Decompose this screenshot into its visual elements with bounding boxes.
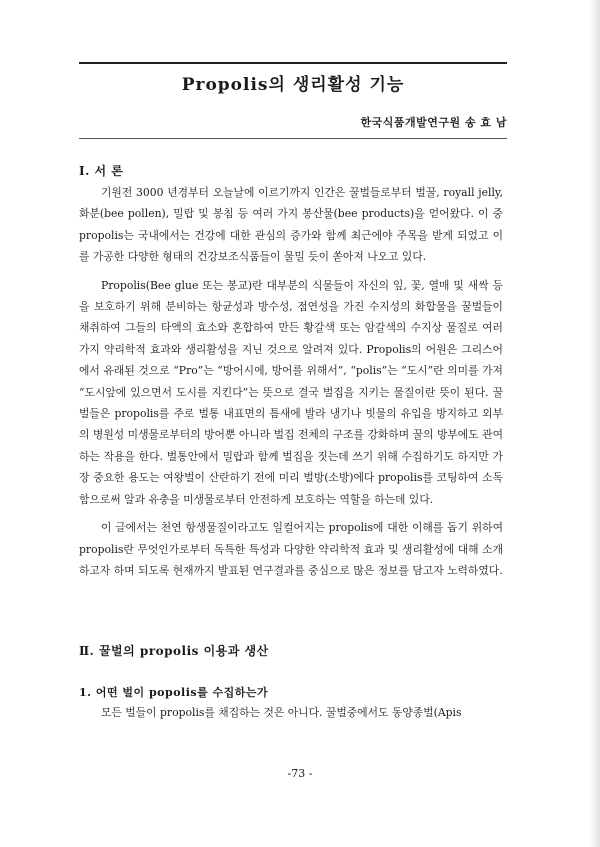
page-number: -73 - <box>287 767 313 780</box>
subsection-heading: 1. 어떤 벌이 popolis를 수집하는가 <box>79 686 269 699</box>
section-heading-introduction: Ⅰ. 서 론 <box>79 164 124 178</box>
paragraph: 이 글에서는 천연 항생물질이라고도 일컬어지는 propolis에 대한 이해를 돕기 위하여 propolis란 무엇인가로부터 독특한 특성과 다양한 약리학적 효과 및 생리활성에 대해 소개하고자 하며 되도록 현재까지 발표된 연구결과를 중심으로 많은 정보를 담고자 노력하였다. <box>79 521 503 577</box>
header-divider <box>79 138 507 139</box>
section-heading-propolis-use: Ⅱ. 꿀벌의 propolis 이용과 생산 <box>79 644 269 658</box>
scan-edge-shadow <box>590 0 600 847</box>
introduction-body <box>79 182 503 581</box>
paragraph: 기원전 3000 년경부터 오늘날에 이르기까지 인간은 꿀벌들로부터 벌꿀, royall jelly, 화분(bee pollen), 밀랍 및 봉침 등 여러 가지 봉산물(bee products)을 얻어왔다. 이 중 propolis는 국내에서는 건강에 대한 관심의 증가와 함께 최근에야 주목을 받게 되었고 이를 가공한 다양한 형태의 건강보조식품들이 물밀 듯이 쏟아져 나오고 있다. <box>79 186 503 264</box>
author-affiliation: 한국식품개발연구원 송 효 남 <box>360 116 507 129</box>
paragraph: 모든 벌들이 propolis를 채집하는 것은 아니다. 꿀벌중에서도 동양종벌(Apis <box>101 706 462 719</box>
document-title: Propolis의 생리활성 기능 <box>181 75 405 95</box>
top-rule <box>79 62 507 64</box>
paragraph: Propolis(Bee glue 또는 봉교)란 대부분의 식물들이 자신의 잎, 꽃, 열매 및 새싹 등을 보호하기 위해 분비하는 항균성과 방수성, 점연성을 가진 수지성의 화합물을 꿀벌들이 채취하여 그들의 타액의 효소와 혼합하여 만든 황갈색 또는 암갈색의 수지상 물질로 여러 가지 약리학적 효과와 생리활성을 지닌 것으로 알려져 있다. Propolis의 어원은 그리스어에서 유래된 것으로 “Pro”는 “방어시에, 방어를 위해서”, “polis”는 “도시”란 의미를 가져 “도시앞에 있으면서 도시를 지킨다”는 뜻으로 결국 벌집을 지키는 물질이란 뜻이 된다. 꿀벌들은 propolis를 주로 벌통 내표면의 틈새에 발라 냉기나 빗물의 유입을 방지하고 외부의 병원성 미생물로부터의 방어뿐 아니라 벌집 전체의 구조를 강화하며 꿀의 방부에도 관여하는 작용을 한다. 벌통안에서 밀랍과 함께 벌집을 짓는데 쓰기 위해 수집하기도 하지만 가장 중요한 용도는 여왕벌이 산란하기 전에 미리 벌방(소방)에다 propolis를 코팅하여 소독함으로써 알과 유충을 미생물로부터 안전하게 보호하는 역할을 하는데 있다. <box>79 278 503 506</box>
section2-body <box>79 702 503 723</box>
